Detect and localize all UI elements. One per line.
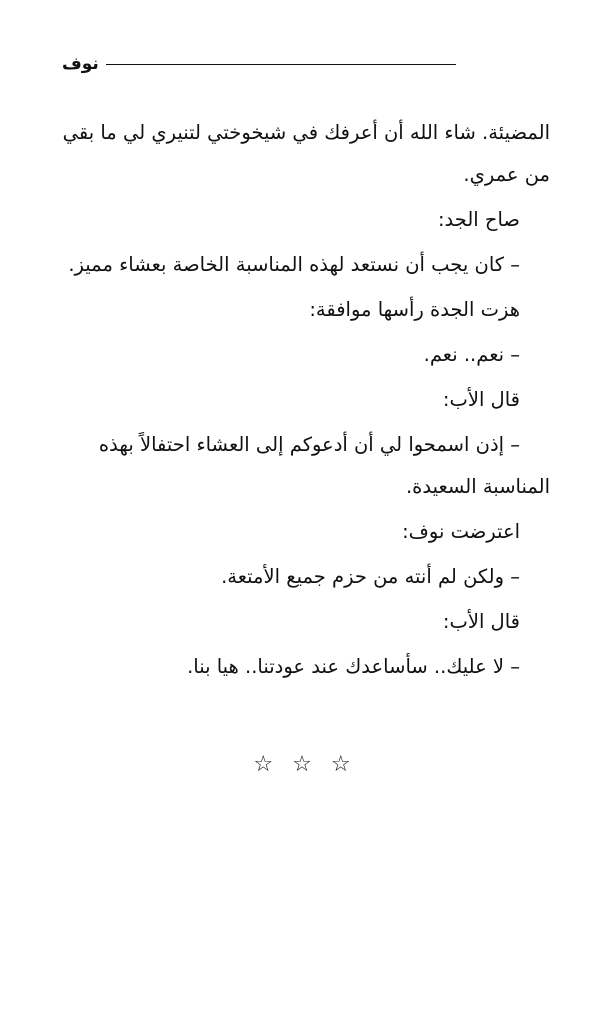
paragraph: قال الأب: bbox=[442, 610, 520, 633]
paragraph: اعترضت نوف: bbox=[402, 520, 520, 543]
paragraph: هزت الجدة رأسها موافقة: bbox=[309, 298, 520, 321]
page-body bbox=[55, 112, 550, 691]
header-rule bbox=[106, 64, 456, 65]
paragraph: المضيئة. شاء الله أن أعرفك في شيخوختي لتنيري لي ما بقي من عمري. bbox=[62, 121, 550, 186]
dialog-line: – نعم.. نعم. bbox=[423, 343, 520, 366]
paragraph: صاح الجد: bbox=[437, 208, 520, 231]
dialog-line: – ولكن لم أنته من حزم جميع الأمتعة. bbox=[221, 565, 520, 588]
header-title: نوف bbox=[62, 54, 99, 74]
dialog-line: – إذن اسمحوا لي أن أدعوكم إلى العشاء احتفالاً بهذه المناسبة السعيدة. bbox=[98, 433, 550, 498]
section-separator-stars: ☆ ☆ ☆ bbox=[253, 752, 357, 777]
paragraph: قال الأب: bbox=[442, 388, 520, 411]
running-header bbox=[62, 52, 456, 76]
dialog-line: – كان يجب أن نستعد لهذه المناسبة الخاصة بعشاء مميز. bbox=[68, 253, 520, 276]
dialog-line: – لا عليك.. سأساعدك عند عودتنا.. هيا بنا. bbox=[187, 655, 520, 678]
